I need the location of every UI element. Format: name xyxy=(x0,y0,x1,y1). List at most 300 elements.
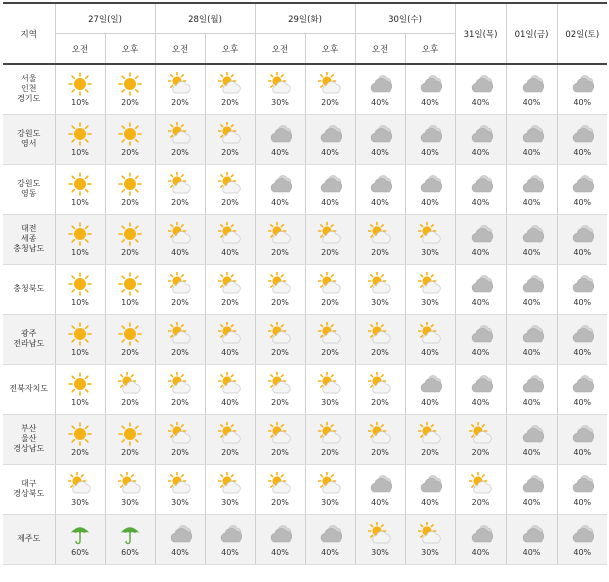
precipitation-probability: 20% xyxy=(121,247,139,257)
partly-cloudy-icon xyxy=(218,222,242,246)
cloudy-icon xyxy=(570,372,594,396)
precipitation-probability: 20% xyxy=(371,247,389,257)
precipitation-probability: 10% xyxy=(121,297,139,307)
cloudy-icon xyxy=(520,472,544,496)
date-header: 31일(목) xyxy=(455,3,506,64)
forecast-cell xyxy=(405,314,455,364)
cloudy-icon xyxy=(469,72,493,96)
precipitation-probability: 40% xyxy=(421,397,439,407)
forecast-cell xyxy=(55,214,105,264)
precipitation-probability: 60% xyxy=(121,547,139,557)
precipitation-probability: 20% xyxy=(271,347,289,357)
forecast-row xyxy=(3,464,607,514)
forecast-cell xyxy=(305,464,355,514)
forecast-row xyxy=(3,64,607,114)
precipitation-probability: 30% xyxy=(421,297,439,307)
partly-cloudy-icon xyxy=(218,472,242,496)
pm-header: 오후 xyxy=(405,34,455,65)
region-name-line: 전북자치도 xyxy=(9,384,49,393)
forecast-cell xyxy=(105,64,155,114)
forecast-cell xyxy=(455,64,506,114)
forecast-row xyxy=(3,164,607,214)
precipitation-probability: 40% xyxy=(221,397,239,407)
precipitation-probability: 20% xyxy=(271,447,289,457)
precipitation-probability: 20% xyxy=(171,147,189,157)
forecast-cell xyxy=(255,364,305,414)
precipitation-probability: 40% xyxy=(522,497,541,507)
precipitation-probability: 20% xyxy=(421,447,439,457)
forecast-cell xyxy=(205,214,255,264)
precipitation-probability: 20% xyxy=(121,347,139,357)
forecast-cell xyxy=(255,114,305,164)
precipitation-probability: 20% xyxy=(121,147,139,157)
partly-cloudy-icon xyxy=(418,272,442,296)
forecast-cell xyxy=(55,164,105,214)
forecast-cell xyxy=(355,364,405,414)
precipitation-probability: 30% xyxy=(321,397,339,407)
precipitation-probability: 20% xyxy=(71,447,89,457)
precipitation-probability: 40% xyxy=(522,197,541,207)
forecast-cell xyxy=(455,164,506,214)
forecast-cell xyxy=(305,514,355,564)
region-name-line: 전라남도 xyxy=(13,339,45,348)
partly-cloudy-icon xyxy=(168,122,192,146)
precipitation-probability: 60% xyxy=(71,547,89,557)
precipitation-probability: 20% xyxy=(171,97,189,107)
precipitation-probability: 40% xyxy=(573,497,592,507)
precipitation-probability: 40% xyxy=(171,247,189,257)
forecast-cell xyxy=(155,264,205,314)
partly-cloudy-icon xyxy=(368,222,392,246)
precipitation-probability: 10% xyxy=(71,297,89,307)
date-header: 02일(토) xyxy=(557,3,607,64)
forecast-cell xyxy=(155,114,205,164)
precipitation-probability: 10% xyxy=(71,97,89,107)
partly-cloudy-icon xyxy=(418,522,442,546)
precipitation-probability: 30% xyxy=(421,547,439,557)
precipitation-probability: 40% xyxy=(471,397,490,407)
forecast-cell xyxy=(205,364,255,414)
precipitation-probability: 40% xyxy=(573,297,592,307)
forecast-cell xyxy=(305,364,355,414)
pm-header: 오후 xyxy=(105,34,155,65)
partly-cloudy-icon xyxy=(318,322,342,346)
forecast-cell xyxy=(557,464,607,514)
precipitation-probability: 40% xyxy=(522,347,541,357)
forecast-cell xyxy=(105,464,155,514)
cloudy-icon xyxy=(418,472,442,496)
forecast-cell xyxy=(355,164,405,214)
sunny-icon xyxy=(118,72,142,96)
partly-cloudy-icon xyxy=(168,272,192,296)
forecast-row xyxy=(3,514,607,564)
precipitation-probability: 20% xyxy=(121,397,139,407)
partly-cloudy-icon xyxy=(318,222,342,246)
cloudy-icon xyxy=(520,172,544,196)
sunny-icon xyxy=(118,322,142,346)
precipitation-probability: 20% xyxy=(171,197,189,207)
cloudy-icon xyxy=(268,522,292,546)
forecast-cell xyxy=(405,514,455,564)
forecast-cell xyxy=(55,464,105,514)
forecast-cell xyxy=(506,164,557,214)
forecast-cell xyxy=(506,514,557,564)
forecast-cell xyxy=(305,414,355,464)
forecast-cell xyxy=(557,314,607,364)
forecast-row xyxy=(3,314,607,364)
precipitation-probability: 20% xyxy=(321,247,339,257)
forecast-cell xyxy=(105,264,155,314)
precipitation-probability: 20% xyxy=(121,197,139,207)
precipitation-probability: 40% xyxy=(221,347,239,357)
forecast-cell xyxy=(405,214,455,264)
precipitation-probability: 10% xyxy=(71,247,89,257)
precipitation-probability: 40% xyxy=(573,547,592,557)
precipitation-probability: 20% xyxy=(171,447,189,457)
region-name xyxy=(3,464,55,514)
precipitation-probability: 40% xyxy=(522,397,541,407)
forecast-cell xyxy=(455,464,506,514)
sunny-icon xyxy=(118,122,142,146)
date-header-row xyxy=(3,3,607,34)
cloudy-icon xyxy=(368,72,392,96)
partly-cloudy-icon xyxy=(418,422,442,446)
forecast-cell xyxy=(557,264,607,314)
precipitation-probability: 40% xyxy=(321,547,339,557)
cloudy-icon xyxy=(520,522,544,546)
region-name-line: 충청남도 xyxy=(13,244,45,253)
forecast-row xyxy=(3,414,607,464)
precipitation-probability: 40% xyxy=(471,547,490,557)
precipitation-probability: 20% xyxy=(371,347,389,357)
region-name-line: 경상북도 xyxy=(13,489,45,498)
precipitation-probability: 20% xyxy=(471,447,490,457)
precipitation-probability: 40% xyxy=(471,247,490,257)
forecast-cell xyxy=(557,214,607,264)
region-name xyxy=(3,214,55,264)
precipitation-probability: 40% xyxy=(371,497,389,507)
cloudy-icon xyxy=(318,122,342,146)
cloudy-icon xyxy=(418,372,442,396)
cloudy-icon xyxy=(368,122,392,146)
precipitation-probability: 40% xyxy=(522,447,541,457)
precipitation-probability: 40% xyxy=(573,197,592,207)
forecast-cell xyxy=(355,514,405,564)
forecast-cell xyxy=(55,64,105,114)
forecast-cell xyxy=(105,114,155,164)
forecast-cell xyxy=(105,164,155,214)
partly-cloudy-icon xyxy=(168,222,192,246)
precipitation-probability: 20% xyxy=(121,97,139,107)
forecast-cell xyxy=(255,64,305,114)
precipitation-probability: 40% xyxy=(471,297,490,307)
sunny-icon xyxy=(68,72,92,96)
region-name-line: 인천 xyxy=(21,84,37,94)
cloudy-icon xyxy=(520,272,544,296)
cloudy-icon xyxy=(268,172,292,196)
cloudy-icon xyxy=(570,172,594,196)
forecast-cell xyxy=(205,114,255,164)
forecast-cell xyxy=(255,164,305,214)
partly-cloudy-icon xyxy=(68,472,92,496)
region-name-line: 충청북도 xyxy=(13,284,45,293)
partly-cloudy-icon xyxy=(218,72,242,96)
cloudy-icon xyxy=(418,72,442,96)
forecast-cell xyxy=(405,264,455,314)
cloudy-icon xyxy=(570,72,594,96)
precipitation-probability: 40% xyxy=(271,147,289,157)
forecast-cell xyxy=(205,64,255,114)
cloudy-icon xyxy=(268,122,292,146)
date-header: 30일(수) xyxy=(355,3,455,34)
forecast-cell xyxy=(405,114,455,164)
forecast-cell xyxy=(405,414,455,464)
region-name xyxy=(3,164,55,214)
forecast-cell xyxy=(205,264,255,314)
precipitation-probability: 40% xyxy=(421,197,439,207)
precipitation-probability: 30% xyxy=(121,497,139,507)
region-name xyxy=(3,514,55,564)
region-name-line: 서울 xyxy=(21,74,37,84)
pm-header: 오후 xyxy=(205,34,255,65)
partly-cloudy-icon xyxy=(368,422,392,446)
forecast-cell xyxy=(405,164,455,214)
sunny-icon xyxy=(118,422,142,446)
precipitation-probability: 30% xyxy=(71,497,89,507)
precipitation-probability: 30% xyxy=(321,497,339,507)
partly-cloudy-icon xyxy=(318,472,342,496)
forecast-cell xyxy=(205,464,255,514)
precipitation-probability: 40% xyxy=(471,97,490,107)
forecast-cell xyxy=(105,314,155,364)
precipitation-probability: 20% xyxy=(321,347,339,357)
forecast-cell xyxy=(355,64,405,114)
cloudy-icon xyxy=(520,422,544,446)
sunny-icon xyxy=(118,172,142,196)
precipitation-probability: 40% xyxy=(522,97,541,107)
precipitation-probability: 10% xyxy=(71,147,89,157)
region-name xyxy=(3,264,55,314)
partly-cloudy-icon xyxy=(268,222,292,246)
forecast-cell xyxy=(557,514,607,564)
precipitation-probability: 40% xyxy=(522,297,541,307)
date-header: 28일(월) xyxy=(155,3,255,34)
forecast-cell xyxy=(55,264,105,314)
partly-cloudy-icon xyxy=(318,372,342,396)
cloudy-icon xyxy=(570,522,594,546)
precipitation-probability: 40% xyxy=(471,197,490,207)
cloudy-icon xyxy=(520,322,544,346)
forecast-cell xyxy=(557,64,607,114)
forecast-cell xyxy=(205,314,255,364)
precipitation-probability: 40% xyxy=(522,147,541,157)
precipitation-probability: 20% xyxy=(371,397,389,407)
region-name xyxy=(3,314,55,364)
precipitation-probability: 20% xyxy=(371,447,389,457)
forecast-cell xyxy=(506,314,557,364)
partly-cloudy-icon xyxy=(268,322,292,346)
forecast-cell xyxy=(455,214,506,264)
forecast-cell xyxy=(105,214,155,264)
partly-cloudy-icon xyxy=(268,272,292,296)
forecast-cell xyxy=(105,514,155,564)
partly-cloudy-icon xyxy=(469,422,493,446)
region-name-line: 경상남도 xyxy=(13,444,45,453)
precipitation-probability: 40% xyxy=(421,147,439,157)
forecast-row xyxy=(3,214,607,264)
precipitation-probability: 20% xyxy=(221,197,239,207)
cloudy-icon xyxy=(520,72,544,96)
forecast-cell xyxy=(255,214,305,264)
precipitation-probability: 40% xyxy=(522,247,541,257)
precipitation-probability: 20% xyxy=(321,447,339,457)
date-header: 27일(일) xyxy=(55,3,155,34)
precipitation-probability: 20% xyxy=(221,147,239,157)
precipitation-probability: 30% xyxy=(371,547,389,557)
forecast-body xyxy=(3,64,607,564)
cloudy-icon xyxy=(318,522,342,546)
cloudy-icon xyxy=(368,472,392,496)
partly-cloudy-icon xyxy=(218,322,242,346)
forecast-cell xyxy=(205,414,255,464)
partly-cloudy-icon xyxy=(218,422,242,446)
precipitation-probability: 40% xyxy=(573,447,592,457)
cloudy-icon xyxy=(418,122,442,146)
precipitation-probability: 40% xyxy=(471,347,490,357)
am-header: 오전 xyxy=(355,34,405,65)
weather-forecast-table xyxy=(3,2,607,565)
precipitation-probability: 30% xyxy=(221,497,239,507)
precipitation-probability: 40% xyxy=(371,197,389,207)
precipitation-probability: 10% xyxy=(71,397,89,407)
forecast-cell xyxy=(557,164,607,214)
cloudy-icon xyxy=(570,422,594,446)
precipitation-probability: 40% xyxy=(371,97,389,107)
partly-cloudy-icon xyxy=(118,472,142,496)
precipitation-probability: 40% xyxy=(471,147,490,157)
precipitation-probability: 40% xyxy=(421,497,439,507)
forecast-cell xyxy=(305,264,355,314)
precipitation-probability: 20% xyxy=(321,297,339,307)
cloudy-icon xyxy=(520,372,544,396)
forecast-cell xyxy=(55,314,105,364)
precipitation-probability: 40% xyxy=(573,247,592,257)
date-header: 01일(금) xyxy=(506,3,557,64)
forecast-row xyxy=(3,114,607,164)
forecast-cell xyxy=(506,414,557,464)
cloudy-icon xyxy=(570,122,594,146)
partly-cloudy-icon xyxy=(218,372,242,396)
forecast-cell xyxy=(557,114,607,164)
forecast-cell xyxy=(355,314,405,364)
precipitation-probability: 40% xyxy=(171,547,189,557)
am-header: 오전 xyxy=(155,34,205,65)
precipitation-probability: 40% xyxy=(421,97,439,107)
precipitation-probability: 40% xyxy=(371,147,389,157)
forecast-cell xyxy=(506,114,557,164)
cloudy-icon xyxy=(469,222,493,246)
pm-header: 오후 xyxy=(305,34,355,65)
forecast-cell xyxy=(405,464,455,514)
sunny-icon xyxy=(68,422,92,446)
partly-cloudy-icon xyxy=(318,72,342,96)
region-column-header: 지역 xyxy=(3,3,55,64)
partly-cloudy-icon xyxy=(418,222,442,246)
precipitation-probability: 40% xyxy=(221,247,239,257)
region-name xyxy=(3,414,55,464)
precipitation-probability: 40% xyxy=(271,547,289,557)
partly-cloudy-icon xyxy=(168,322,192,346)
partly-cloudy-icon xyxy=(368,322,392,346)
cloudy-icon xyxy=(368,172,392,196)
precipitation-probability: 20% xyxy=(321,97,339,107)
date-header: 29일(화) xyxy=(255,3,355,34)
region-name-line: 강원도 xyxy=(17,129,41,138)
forecast-cell xyxy=(155,214,205,264)
region-name-line: 대구 xyxy=(21,479,37,488)
forecast-cell xyxy=(455,114,506,164)
forecast-cell xyxy=(506,264,557,314)
region-name xyxy=(3,364,55,414)
partly-cloudy-icon xyxy=(318,422,342,446)
region-name-line: 울산 xyxy=(21,434,37,443)
forecast-cell xyxy=(105,364,155,414)
precipitation-probability: 30% xyxy=(371,297,389,307)
sunny-icon xyxy=(68,322,92,346)
cloudy-icon xyxy=(570,472,594,496)
cloudy-icon xyxy=(520,222,544,246)
precipitation-probability: 20% xyxy=(221,297,239,307)
cloudy-icon xyxy=(168,522,192,546)
forecast-cell xyxy=(405,64,455,114)
forecast-row xyxy=(3,264,607,314)
forecast-cell xyxy=(155,164,205,214)
forecast-cell xyxy=(506,464,557,514)
precipitation-probability: 30% xyxy=(421,247,439,257)
forecast-cell xyxy=(105,414,155,464)
forecast-cell xyxy=(355,114,405,164)
precipitation-probability: 30% xyxy=(271,97,289,107)
precipitation-probability: 20% xyxy=(171,397,189,407)
forecast-cell xyxy=(355,264,405,314)
partly-cloudy-icon xyxy=(368,372,392,396)
precipitation-probability: 10% xyxy=(71,197,89,207)
cloudy-icon xyxy=(469,272,493,296)
cloudy-icon xyxy=(418,172,442,196)
region-name-line: 부산 xyxy=(21,424,37,433)
precipitation-probability: 20% xyxy=(121,447,139,457)
region-name-line: 영동 xyxy=(21,189,37,198)
precipitation-probability: 40% xyxy=(321,147,339,157)
partly-cloudy-icon xyxy=(218,122,242,146)
partly-cloudy-icon xyxy=(218,172,242,196)
forecast-cell xyxy=(557,414,607,464)
cloudy-icon xyxy=(469,522,493,546)
region-name-line: 광주 xyxy=(21,329,37,338)
cloudy-icon xyxy=(469,322,493,346)
cloudy-icon xyxy=(520,122,544,146)
precipitation-probability: 20% xyxy=(221,447,239,457)
partly-cloudy-icon xyxy=(168,72,192,96)
region-name-line: 대전 xyxy=(21,224,37,233)
forecast-cell xyxy=(557,364,607,414)
forecast-cell xyxy=(506,214,557,264)
forecast-cell xyxy=(305,64,355,114)
forecast-cell xyxy=(255,314,305,364)
precipitation-probability: 40% xyxy=(522,547,541,557)
region-name-line: 제주도 xyxy=(17,534,41,543)
cloudy-icon xyxy=(469,372,493,396)
